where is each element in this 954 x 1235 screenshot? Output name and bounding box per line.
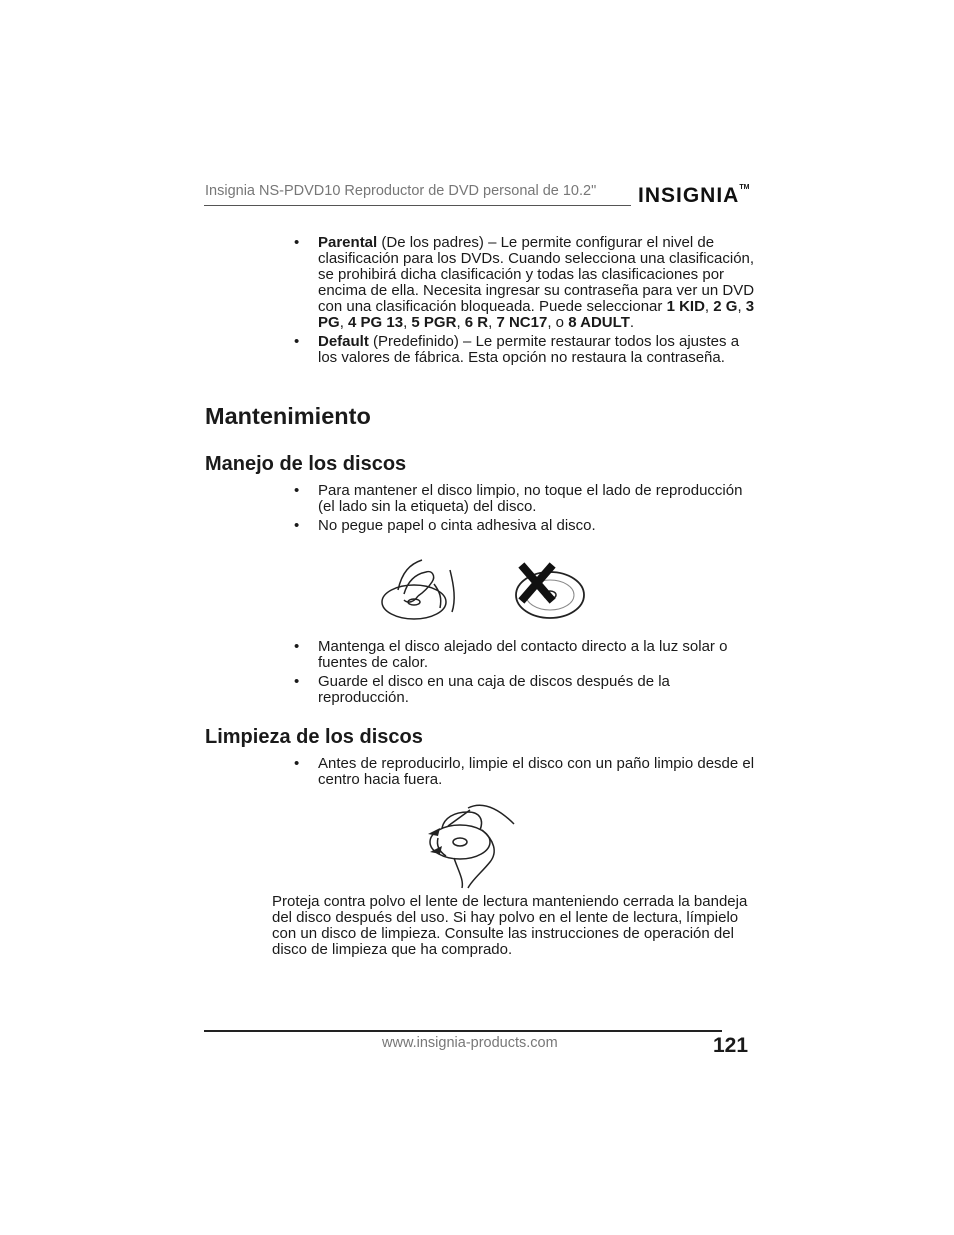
handling-list-a: [294, 483, 758, 537]
page-number: 121: [713, 1034, 749, 1057]
subsection-title-cleaning: Limpieza de los discos: [205, 726, 423, 748]
logo-text: INSIGNIA: [638, 184, 740, 207]
arrow-icon: [428, 828, 440, 836]
disc-cleaning-illustration: [424, 800, 518, 890]
list-item: • Antes de reproducirlo, limpie el disco con un paño limpio desde el centro hacia fuera.: [294, 756, 758, 788]
footer-divider: [204, 1030, 722, 1032]
list-item-parental: • Parental (De los padres) – Le permite configurar el nivel de clasificación para los DVDs. Cuando selecciona una clasificación, se prohibirá dicha clasificación y todas las clasificaciones por encima de ella. Necesita ingresar su contraseña para ver un DVD con una clasificación bloqueada. Puede seleccionar 1 KID, 2 G, 3 PG, 4 PG 13, 5 PGR, 6 R, 7 NC17, o 8 ADULT.: [294, 235, 758, 331]
header-divider: [204, 205, 631, 206]
disc-handling-illustration: [378, 558, 590, 624]
running-header: Insignia NS-PDVD10 Reproductor de DVD personal de 10.2": [205, 183, 597, 199]
footer-url: www.insignia-products.com: [382, 1035, 558, 1051]
insignia-logo: [638, 184, 749, 208]
list-item: • No pegue papel o cinta adhesiva al disco.: [294, 518, 758, 534]
setup-options-list: [294, 235, 758, 369]
list-item: • Para mantener el disco limpio, no toque el lado de reproducción (el lado sin la etiqueta) del disco.: [294, 483, 758, 515]
incorrect-handling-icon: [516, 568, 584, 618]
list-item: • Guarde el disco en una caja de discos después de la reproducción.: [294, 674, 758, 706]
handling-list-b: [294, 639, 758, 709]
cleaning-paragraph: Proteja contra polvo el lente de lectura manteniendo cerrada la bandeja del disco después del uso. Si hay polvo en el lente de lectura, límpielo con un disco de limpieza. Consulte las instrucciones de operación del disco de limpieza que ha comprado.: [272, 893, 748, 958]
list-item: • Mantenga el disco alejado del contacto directo a la luz solar o fuentes de calor.: [294, 639, 758, 671]
correct-handling-icon: [382, 560, 454, 619]
trademark-mark: TM: [739, 184, 750, 191]
section-title: Mantenimiento: [205, 403, 371, 429]
subsection-title-handling: Manejo de los discos: [205, 453, 407, 475]
cleaning-list: [294, 756, 758, 791]
list-item-default: • Default (Predefinido) – Le permite restaurar todos los ajustes a los valores de fábrica. Esta opción no restaura la contraseña.: [294, 334, 758, 366]
